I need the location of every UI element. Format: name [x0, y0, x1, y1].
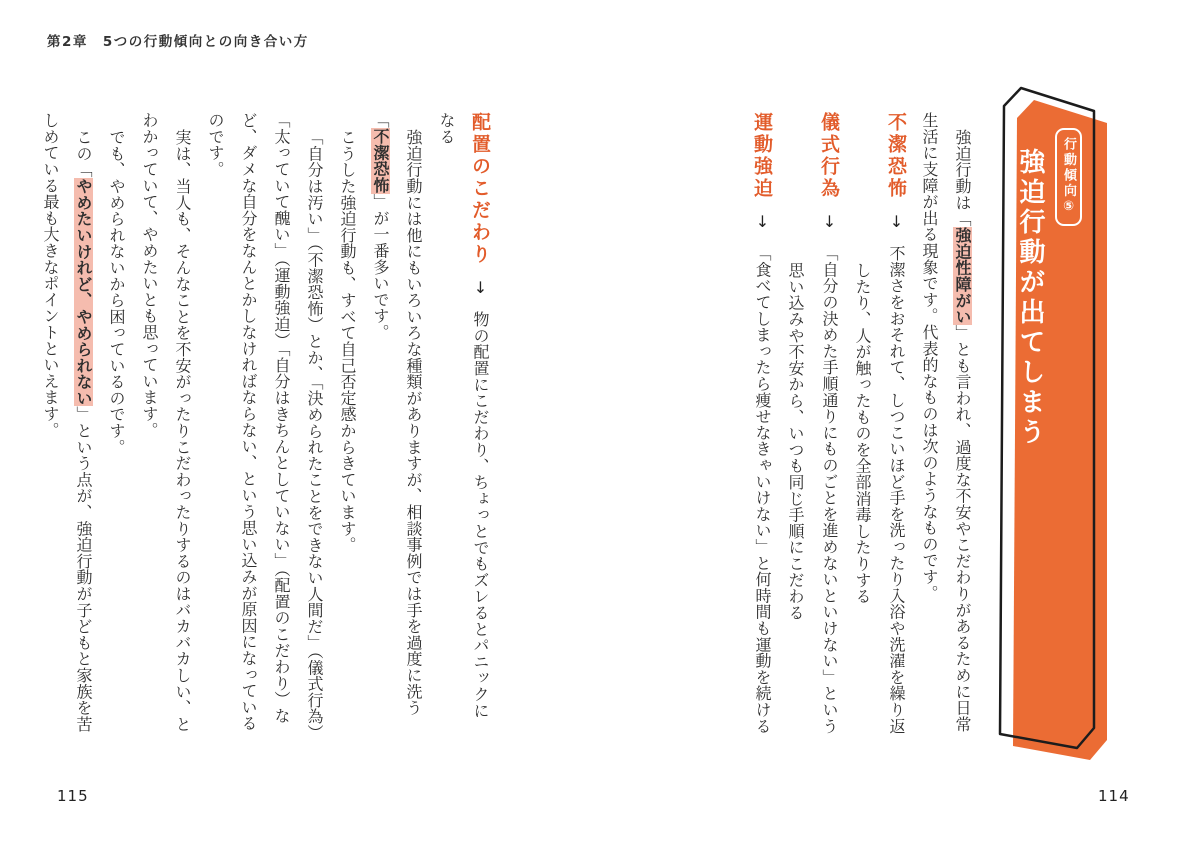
paragraph-cause-2: 「自分は汚い」（不潔恐怖）とか、「決められたことをできない人間だ」（儀式行為）「太っていて醜い」（運動強迫）「自分はきちんとしていない」（配置のこだわり）など、ダメな自分をなんとかしなければならない、という思い込みが原因になっているのです。 [206, 112, 324, 733]
banner-title: 強迫行動が出てしまう [1015, 148, 1045, 448]
section-desc-undo: 「食べてしまったら痩せなきゃいけない」と何時間も運動を続ける [753, 245, 772, 734]
section-label-undo: 運動強迫 [751, 112, 773, 200]
types-text-1: 強迫行動には他にもいろいろな種類がありますが、相談事例では手を過度に洗う「 [371, 112, 423, 716]
banner-badge: 行動傾向⑤ [1055, 128, 1082, 226]
intro-text-1: 強迫行動は「 [953, 129, 972, 227]
down-arrow-icon: ↓ [887, 212, 906, 231]
highlight-compulsive-disorder: 強迫性障がい [953, 226, 972, 325]
intro-text-2: 」とも言われ、過度な不安やこだわりがあるために日常生活に支障が出る現象です。代表的なものは次のようなものです。 [920, 112, 972, 733]
section-fuketsu-kyofu [846, 112, 913, 734]
paragraph-types [364, 112, 430, 734]
section-gishiki-koi [779, 112, 846, 734]
down-arrow-icon: ↓ [753, 212, 772, 231]
page-number-left: 115 [57, 787, 89, 805]
point-text-2: 」という点が、強迫行動が子どもと家族を苦しめている最も大きなポイントといえます。 [41, 112, 93, 733]
section-label-fuketsu: 不潔恐怖 [885, 112, 907, 200]
section-undo-kyohaku [745, 112, 779, 734]
chapter-header: 第2章 5つの行動傾向との向き合い方 [47, 34, 309, 50]
page-number-right: 114 [1098, 787, 1130, 805]
types-text-2: 」が一番多いです。 [371, 193, 390, 341]
paragraph-aware-2: でも、やめられないから困っているのです。 [107, 129, 126, 455]
paragraph-aware-1: 実は、当人も、そんなことを不安がったりこだわったりするのはバカバカしい、とわかっていて、やめたいとも思っています。 [140, 112, 192, 733]
paragraph-intro [913, 112, 979, 734]
left-page-text [37, 112, 497, 734]
section-desc-fuketsu: 不潔さをおそれて、しつこいほど手を洗ったり入浴や洗濯を繰り返したり、人が触ったものを全部消毒したりする [853, 245, 906, 734]
down-arrow-icon: ↓ [471, 278, 490, 297]
section-label-gishiki: 儀式行為 [818, 112, 840, 200]
section-desc-haichi: 物の配置にこだわり、ちょっとでもズレるとパニックになる [437, 112, 490, 719]
section-haichi-kodawari [430, 112, 497, 734]
section-desc-gishiki: 「自分の決めた手順通りにものごとを進めないといけない」という思い込みや不安から、いつも同じ手順にこだわる [786, 245, 839, 734]
section-label-haichi: 配置のこだわり [469, 112, 491, 266]
paragraph-cause-1: こうした強迫行動も、すべて自己否定感からきています。 [338, 129, 357, 553]
down-arrow-icon: ↓ [820, 212, 839, 231]
paragraph-key-point [34, 112, 100, 734]
right-page-text [679, 112, 979, 734]
highlight-yametai-keredo: やめたいけれど、やめられない [74, 177, 93, 407]
point-text-1: この「 [74, 129, 93, 178]
highlight-fuketsu-kyofu: 不潔恐怖 [371, 128, 390, 194]
